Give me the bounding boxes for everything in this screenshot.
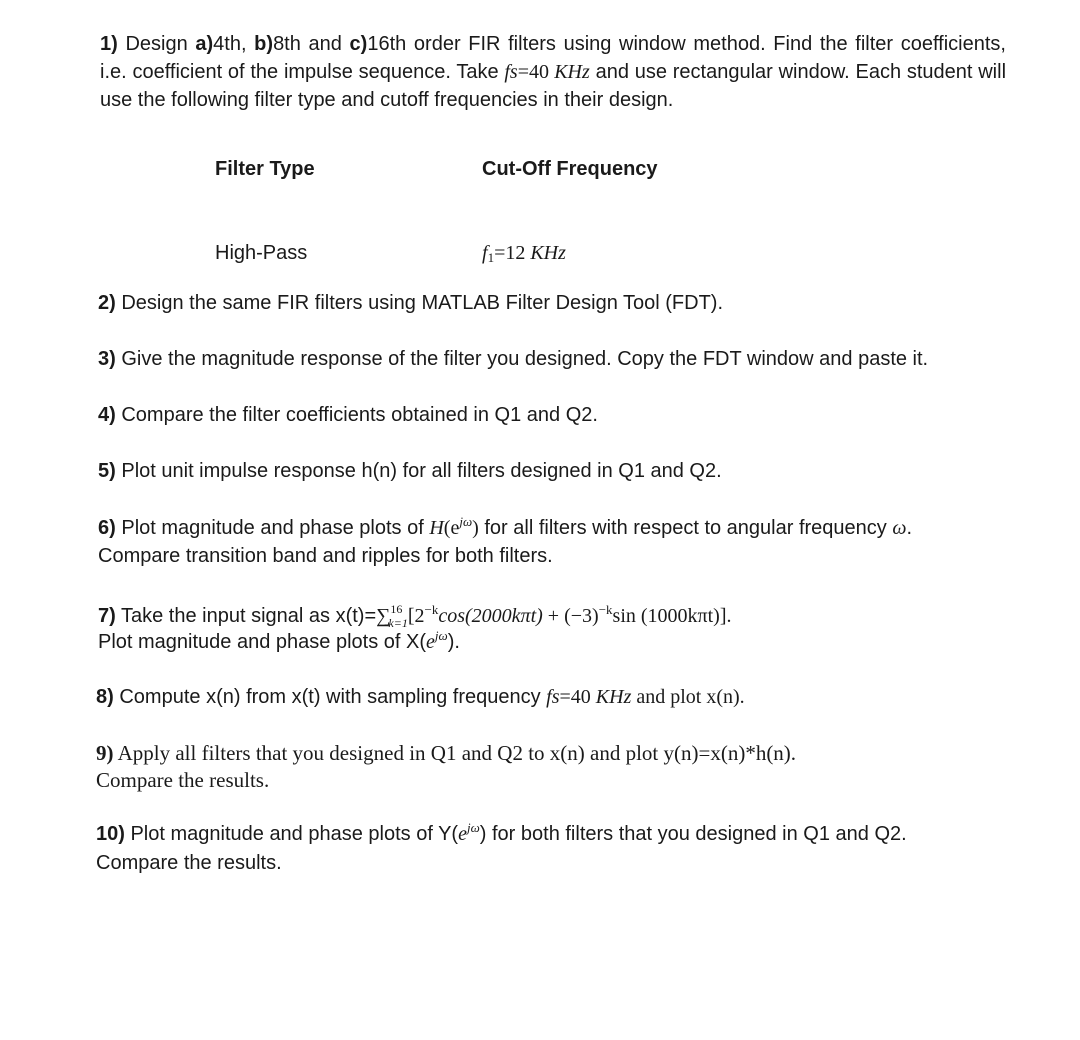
table-header-filter-type: Filter Type [215, 158, 315, 180]
question-1-number: 1) [100, 33, 118, 55]
question-7: 7) Take the input signal as $x(t)=\sum^{16}_{k=1}[2^{-k}\cos(2000k\pi t) + (-3)^{-k}\sin$ (1000kπt)]. [98, 602, 732, 630]
table-cell-filter-type: High-Pass [215, 242, 308, 264]
question-1: 1) Design a)4th, b)8th and c)16th order FIR filters using window method. Find the filter coefficients, i.e. coefficient of the impulse sequence. Take fs=40 KHz and use rectangular window. Each student will use the following filter type and cutoff frequencies in their design. [100, 33, 1007, 111]
table-header-cutoff: Cut-Off Frequency [482, 158, 658, 180]
question-2: 2) Design the same FIR filters using MATLAB Filter Design Tool (FDT). [98, 292, 724, 314]
question-10-line-2: Compare the results. [96, 852, 282, 874]
question-8: 8) Compute x(n) from x(t) with sampling frequency fs=40 KHz and plot x(n). [96, 686, 745, 708]
question-9-line-2: Compare the results. [96, 768, 270, 792]
question-9: 9) Apply all filters that you designed in Q1 and Q2 to x(n) and plot y(n)=x(n)*h(n). [96, 741, 797, 765]
fs-variable: fs [504, 61, 518, 83]
summation-symbol: ∑ [376, 605, 391, 627]
question-3: 3) Give the magnitude response of the filter you designed. Copy the FDT window and paste it. [98, 348, 929, 370]
question-10: 10) Plot magnitude and phase plots of $Y(e^{j\omega})$ for both filters that you designed in Q1 and Q2. [96, 820, 907, 845]
question-6-line-2: Compare transition band and ripples for both filters. [98, 545, 553, 567]
question-4: 4) Compare the filter coefficients obtained in Q1 and Q2. [98, 404, 598, 426]
question-6: 6) Plot magnitude and phase plots of $H(e^{j\omega})$ for all filters with respect to angular frequency ω. [98, 514, 913, 539]
question-7-line-2: Plot magnitude and phase plots of $X(e^{j\omega})$. [98, 628, 460, 653]
table-cell-cutoff: $f_1=12$ KHz [482, 242, 566, 265]
question-5: 5) Plot unit impulse response h(n) for all filters designed in Q1 and Q2. [98, 460, 722, 482]
